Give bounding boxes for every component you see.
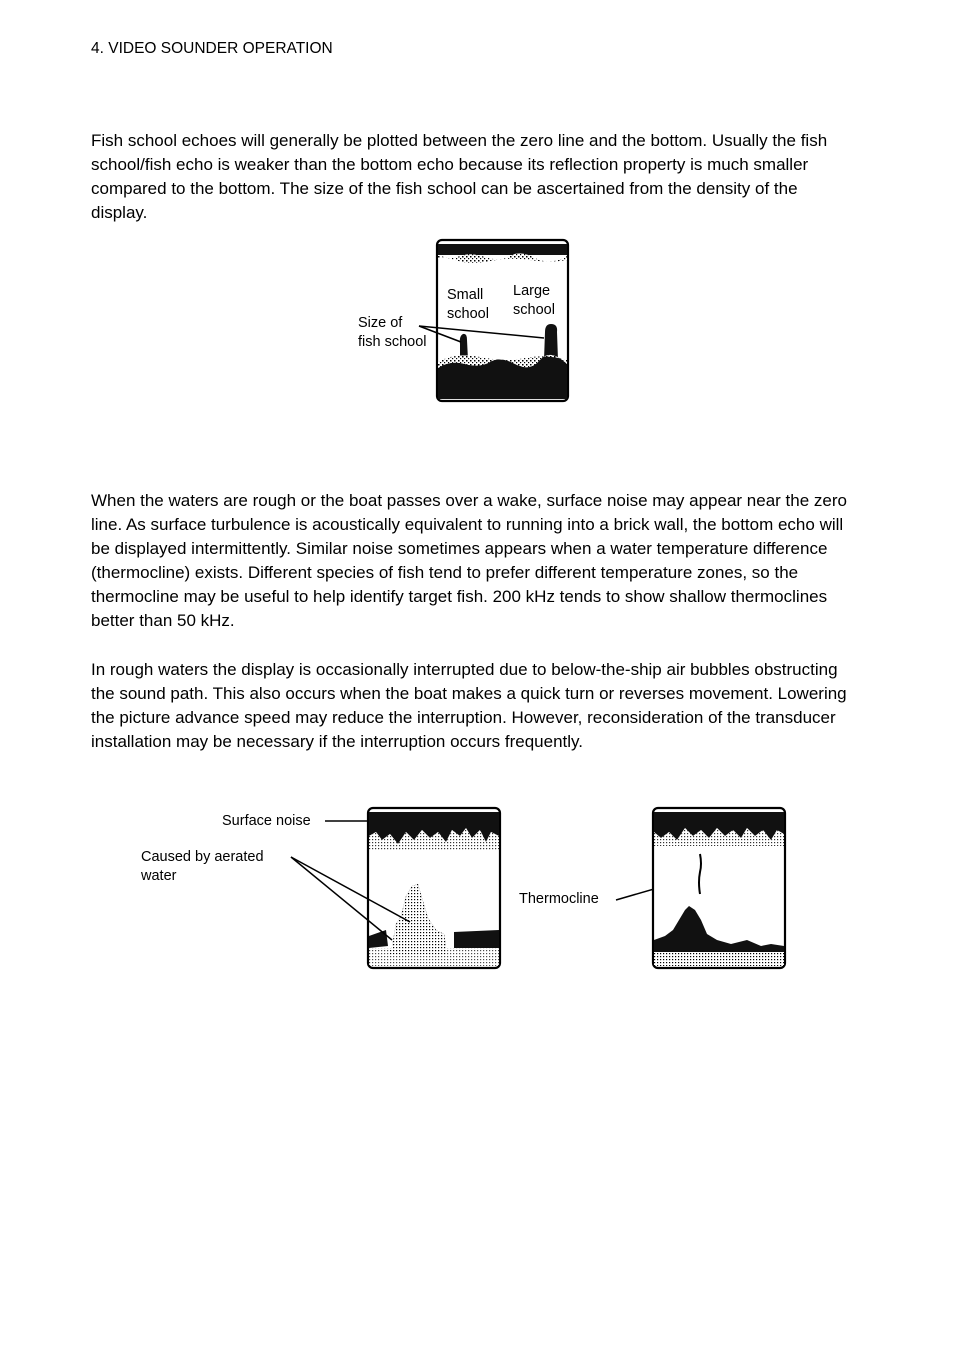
pointer-line-aerated-2 xyxy=(291,857,410,922)
paragraph-rough-waters: In rough waters the display is occasionally interrupted due to below-the-ship air bubbles obstructing the sound path. This also occurs when the boat makes a quick turn or reverses movement. Lowering the picture advance speed may reduce the interruption. However, reconsideration of the transducer installation may be necessary if the interruption occurs frequently. xyxy=(91,660,847,751)
label-small-school: Small school xyxy=(447,287,489,322)
pointer-line-aerated-1 xyxy=(291,857,392,940)
label-large-school: Large school xyxy=(513,283,555,318)
label-aerated-water: Caused by aerated water xyxy=(141,849,264,884)
label-surface-noise: Surface noise xyxy=(222,813,311,829)
paragraph-fish-school: Fish school echoes will generally be plotted between the zero line and the bottom. Usually the fish school/fish echo is weaker than the bottom echo because its reflection property is much smaller compared to the bottom. The size of the fish school can be ascertained from the density of the display. xyxy=(91,131,828,222)
paragraph-surface-noise: When the waters are rough or the boat passes over a wake, surface noise may appear near the zero line. As surface turbulence is acoustically equivalent to running into a brick wall, the bottom echo will be displayed intermittently. Similar noise sometimes appears when a water temperature difference (thermocline) exists. Different species of fish tend to prefer different temperature zones, so the thermocline may be useful to help identify target fish. 200 kHz tends to show shallow thermoclines better than 50 kHz. xyxy=(91,491,847,630)
label-size-of-fish-school: Size of fish school xyxy=(358,315,427,350)
thermocline-figure xyxy=(651,806,787,972)
zero-line-echo xyxy=(654,812,784,820)
label-thermocline: Thermocline xyxy=(519,891,599,907)
section-header: 4. VIDEO SOUNDER OPERATION xyxy=(91,40,333,57)
